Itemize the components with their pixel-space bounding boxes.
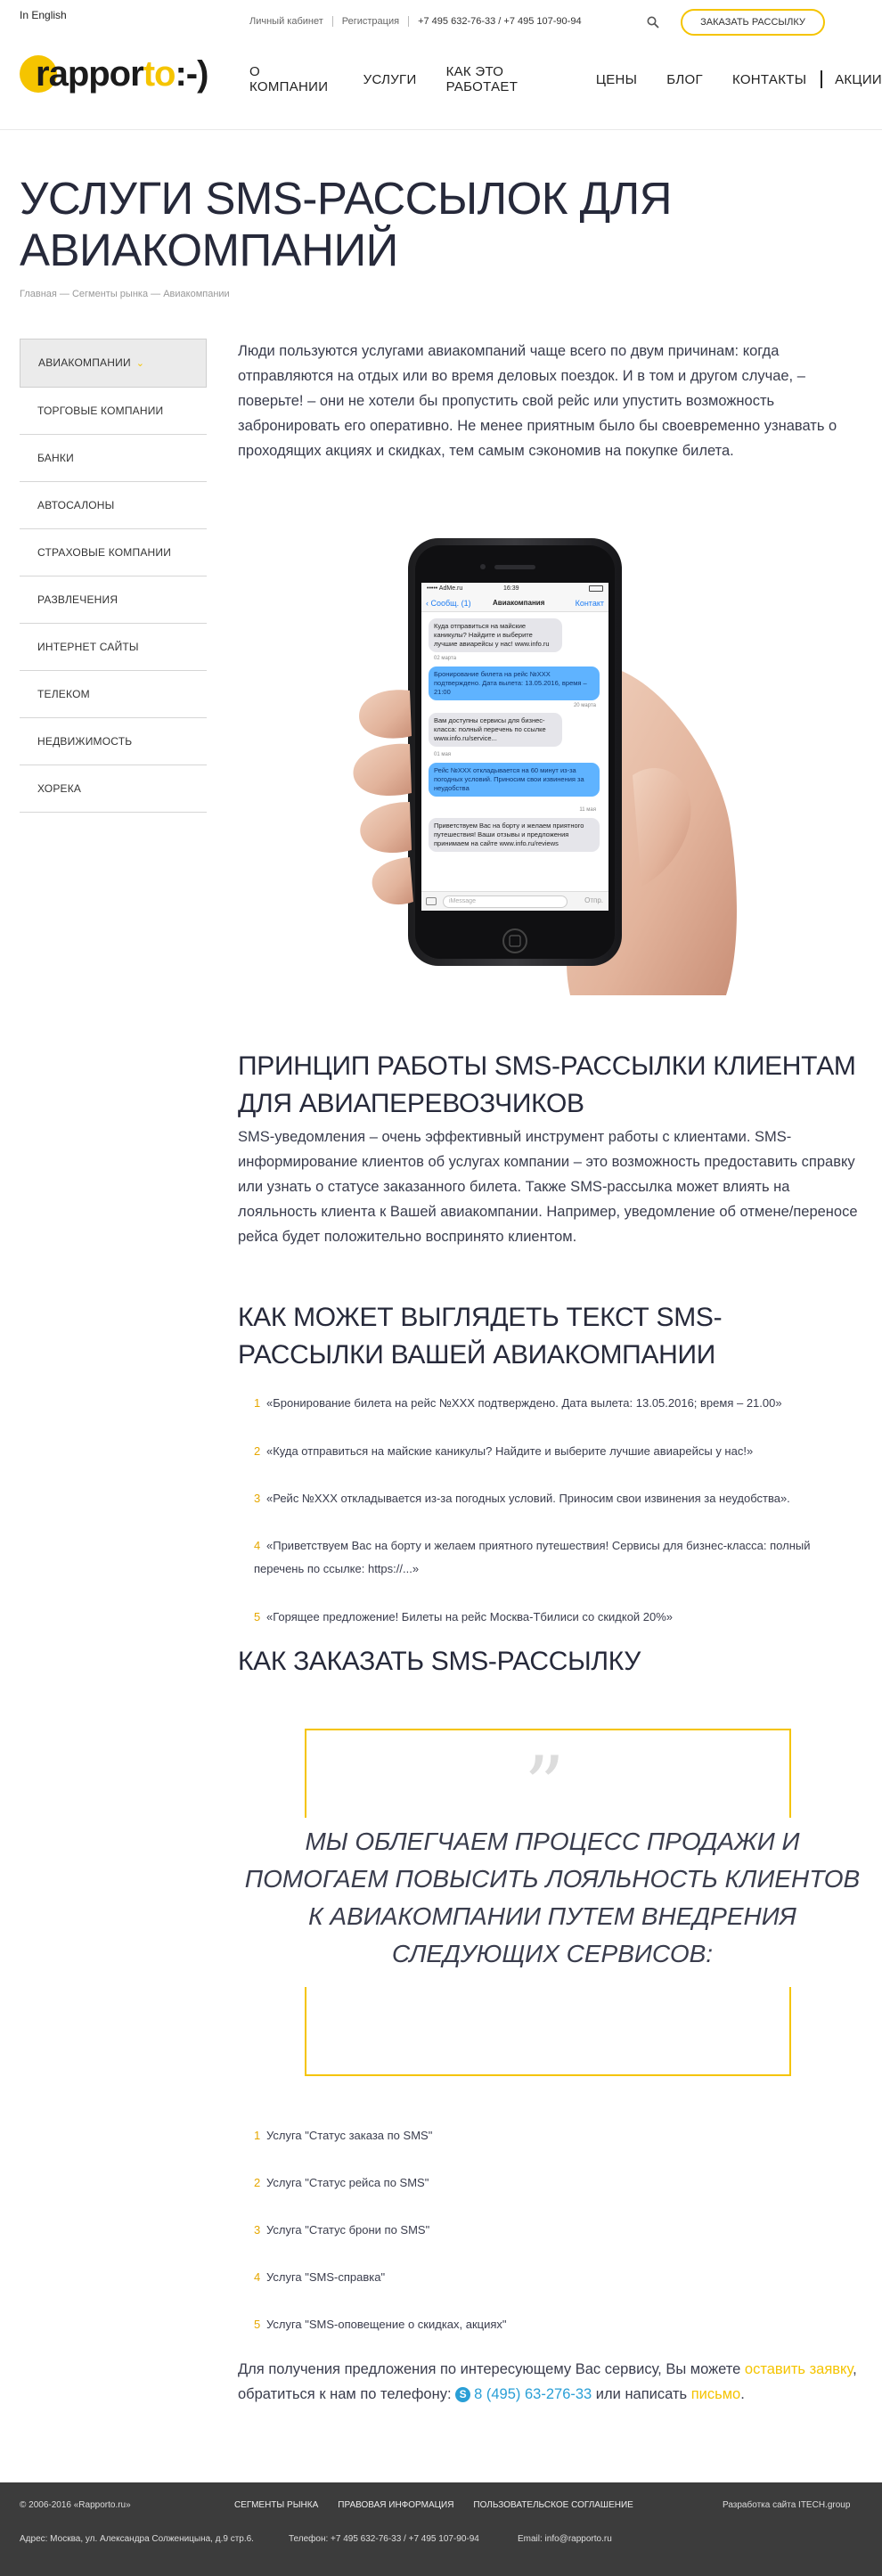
footer-link-agreement[interactable]: ПОЛЬЗОВАТЕЛЬСКОЕ СОГЛАШЕНИЕ (473, 2500, 633, 2510)
account-link[interactable]: Личный кабинет (249, 16, 323, 27)
nav-promotions[interactable]: АКЦИИ (835, 71, 882, 87)
footer-link-legal[interactable]: ПРАВОВАЯ ИНФОРМАЦИЯ (338, 2500, 454, 2510)
list-item: 3 «Рейс №XXX откладывается из-за погодных условий. Приносим свои извинения за неудобства». (254, 1492, 790, 1505)
message-input[interactable]: iMessage (443, 895, 568, 908)
send-button[interactable]: Отпр. (584, 896, 603, 904)
sms-date: 02 марта (434, 656, 457, 661)
list-item: 4 Услуга "SMS-справка" (254, 2270, 386, 2284)
footer-nav (234, 2500, 653, 2510)
sidebar (20, 339, 207, 813)
phone-screen (421, 583, 608, 911)
logo-text: rapporto:-) (36, 54, 208, 94)
phone-link[interactable]: 8 (495) 63-276-33 (474, 2386, 592, 2402)
status-bar: ••••• AdMe.ru 16:39 (421, 583, 608, 594)
list-item: 4 «Приветствуем Вас на борту и желаем приятного путешествия! Сервисы для бизнес-класса: полный перечень по ссылке: https://...» (254, 1539, 811, 1575)
back-button[interactable]: ‹ Сообщ. (1) (426, 599, 471, 608)
list-item: 1 «Бронирование билета на рейс №XXX подтверждено. Дата вылета: 13.05.2016; время – 21.00» (254, 1396, 782, 1410)
sidebar-item-real-estate[interactable]: НЕДВИЖИМОСТЬ (20, 718, 207, 765)
sms-date: 11 мая (579, 807, 596, 813)
nav-about[interactable]: О КОМПАНИИ (249, 64, 329, 94)
sms-bubble: Бронирование билета на рейс №XXX подтверждено. Дата вылета: 13.05.2016, время – 21:00 (429, 666, 600, 700)
skype-icon: S (455, 2387, 470, 2402)
order-mailing-button[interactable]: ЗАКАЗАТЬ РАССЫЛКУ (681, 9, 825, 36)
section-title-order: КАК ЗАКАЗАТЬ SMS-РАССЫЛКУ (238, 1647, 641, 1676)
chat-header: ‹ Сообщ. (1) Авиакомпания Контакт (421, 594, 608, 612)
copyright: © 2006-2016 «Rapporto.ru» (20, 2500, 131, 2510)
list-item: 1 Услуга "Статус заказа по SMS" (254, 2129, 433, 2142)
search-icon[interactable] (647, 16, 659, 29)
nav-prices[interactable]: ЦЕНЫ (595, 71, 638, 87)
sms-bubble: Куда отправиться на майские каникулы? Найдите и выберите лучшие авиарейсы у нас! www.info.ru (429, 618, 562, 652)
sms-bubble: Вам доступны сервисы для бизнес-класса: полный перечень по ссылке www.info.ru/service... (429, 713, 562, 747)
chevron-down-icon: ⌄ (135, 358, 145, 369)
language-link[interactable]: In English (20, 9, 67, 21)
top-links (241, 16, 591, 27)
sidebar-item-websites[interactable]: ИНТЕРНЕТ САЙТЫ (20, 624, 207, 671)
main-nav (249, 64, 882, 94)
sms-bubble: Рейс №XXX откладывается на 60 минут из-за погодных условий. Приносим свои извинения за неудобства (429, 763, 600, 797)
sidebar-item-horeca[interactable]: ХОРЕКА (20, 765, 207, 813)
camera-icon[interactable] (426, 897, 437, 905)
sidebar-item-entertainment[interactable]: РАЗВЛЕЧЕНИЯ (20, 577, 207, 624)
footer-address: Адрес: Москва, ул. Александра Солженицына, д.9 стр.6. (20, 2534, 254, 2544)
contact-paragraph: Для получения предложения по интересующему Вас сервису, Вы можете оставить заявку, обратиться к нам по телефону: S 8 (495) 63-276-33 или написать письмо. (238, 2361, 857, 2402)
services-list (254, 2124, 860, 2338)
footer-phone: Телефон: +7 495 632-76-33 / +7 495 107-90-94 (289, 2534, 479, 2544)
page-title: УСЛУГИ SMS-РАССЫЛОК ДЛЯ АВИАКОМПАНИЙ (20, 173, 673, 275)
list-item: 2 «Куда отправиться на майские каникулы? Найдите и выберите лучшие авиарейсы у нас!» (254, 1444, 754, 1458)
sidebar-item-retail[interactable]: ТОРГОВЫЕ КОМПАНИИ (20, 388, 207, 435)
header-phones: +7 495 632-76-33 / +7 495 107-90-94 (418, 16, 582, 27)
sms-date: 01 мая (434, 752, 452, 757)
list-item: 2 Услуга "Статус рейса по SMS" (254, 2176, 429, 2189)
sidebar-item-airlines[interactable]: АВИАКОМПАНИИ ⌄ (20, 339, 207, 388)
sidebar-item-car-dealers[interactable]: АВТОСАЛОНЫ (20, 482, 207, 529)
sms-date: 20 марта (573, 703, 596, 708)
footer (0, 2482, 882, 2576)
contact-button[interactable]: Контакт (575, 599, 604, 608)
top-bar (0, 0, 882, 39)
section-principle-text: SMS-уведомления – очень эффективный инструмент работы с клиентами. SMS-информирование клиентов об услугах компании – это возможность предоставить справку или узнать о статусе заказанного билета. Также SMS-рассылка может влиять на лояльность клиента к Вашей авиакомпании. Например, уведомление об отмене/переносе рейса будет положительно воспринято клиентом. (238, 1129, 858, 1245)
phone-in-hand-image (347, 535, 748, 995)
main-header (0, 39, 882, 130)
sms-bubble: Приветствуем Вас на борту и желаем приятного путешествия! Ваши отзывы и предложения принимаем на сайте www.info.ru/reviews (429, 818, 600, 852)
logo[interactable] (20, 50, 225, 93)
sidebar-item-insurance[interactable]: СТРАХОВЫЕ КОМПАНИИ (20, 529, 207, 577)
sidebar-item-banks[interactable]: БАНКИ (20, 435, 207, 482)
footer-link-segments[interactable]: СЕГМЕНТЫ РЫНКА (234, 2500, 319, 2510)
examples-list (254, 1392, 860, 1632)
nav-blog[interactable]: БЛОГ (666, 71, 703, 87)
section-title-principle: ПРИНЦИП РАБОТЫ SMS-РАССЫЛКИ КЛИЕНТАМ ДЛЯ АВИАПЕРЕВОЗЧИКОВ (238, 1051, 856, 1118)
sidebar-item-telecom[interactable]: ТЕЛЕКОМ (20, 671, 207, 718)
quote-mark-icon: ” (524, 1739, 566, 1833)
list-item: 3 Услуга "Статус брони по SMS" (254, 2223, 430, 2237)
compose-bar (421, 891, 608, 911)
list-item: 5 «Горящее предложение! Билеты на рейс Москва-Тбилиси со скидкой 20%» (254, 1610, 674, 1623)
footer-email[interactable]: Email: info@rapporto.ru (518, 2534, 612, 2544)
nav-contacts[interactable]: КОНТАКТЫ (731, 71, 807, 87)
nav-divider (821, 70, 822, 88)
quote-text: МЫ ОБЛЕГЧАЕМ ПРОЦЕСС ПРОДАЖИ И ПОМОГАЕМ ПОВЫСИТЬ ЛОЯЛЬНОСТЬ КЛИЕНТОВ К АВИАКОМПАНИИ ПУТЕМ ВНЕДРЕНИЯ СЛЕДУЮЩИХ СЕРВИСОВ: (244, 1828, 861, 1967)
nav-services[interactable]: УСЛУГИ (363, 71, 417, 87)
breadcrumb[interactable]: Главная — Сегменты рынка — Авиакомпании (20, 289, 230, 299)
list-item: 5 Услуга "SMS-оповещение о скидках, акциях" (254, 2318, 507, 2331)
developer-link[interactable]: Разработка сайта ITECH.group (723, 2500, 851, 2510)
nav-how-it-works[interactable]: КАК ЭТО РАБОТАЕТ (445, 64, 519, 94)
leave-request-link[interactable]: оставить заявку (744, 2361, 853, 2377)
intro-paragraph: Люди пользуются услугами авиакомпаний чаще всего по двум причинам: когда отправляются на отдых или во время деловых поездок. И в том и другом случае, – поверьте! – они не хотели бы пропустить свой рейс или упустить возможность забронировать его оперативно. Не менее приятным было бы своевременно узнавать о проходящих акциях и скидках, тем самым сэкономив на покупке билета. (238, 343, 837, 459)
email-link[interactable]: письмо (690, 2386, 741, 2402)
register-link[interactable]: Регистрация (341, 16, 400, 27)
section-title-examples: КАК МОЖЕТ ВЫГЛЯДЕТЬ ТЕКСТ SMS-РАССЫЛКИ ВАШЕЙ АВИАКОМПАНИИ (238, 1303, 723, 1370)
